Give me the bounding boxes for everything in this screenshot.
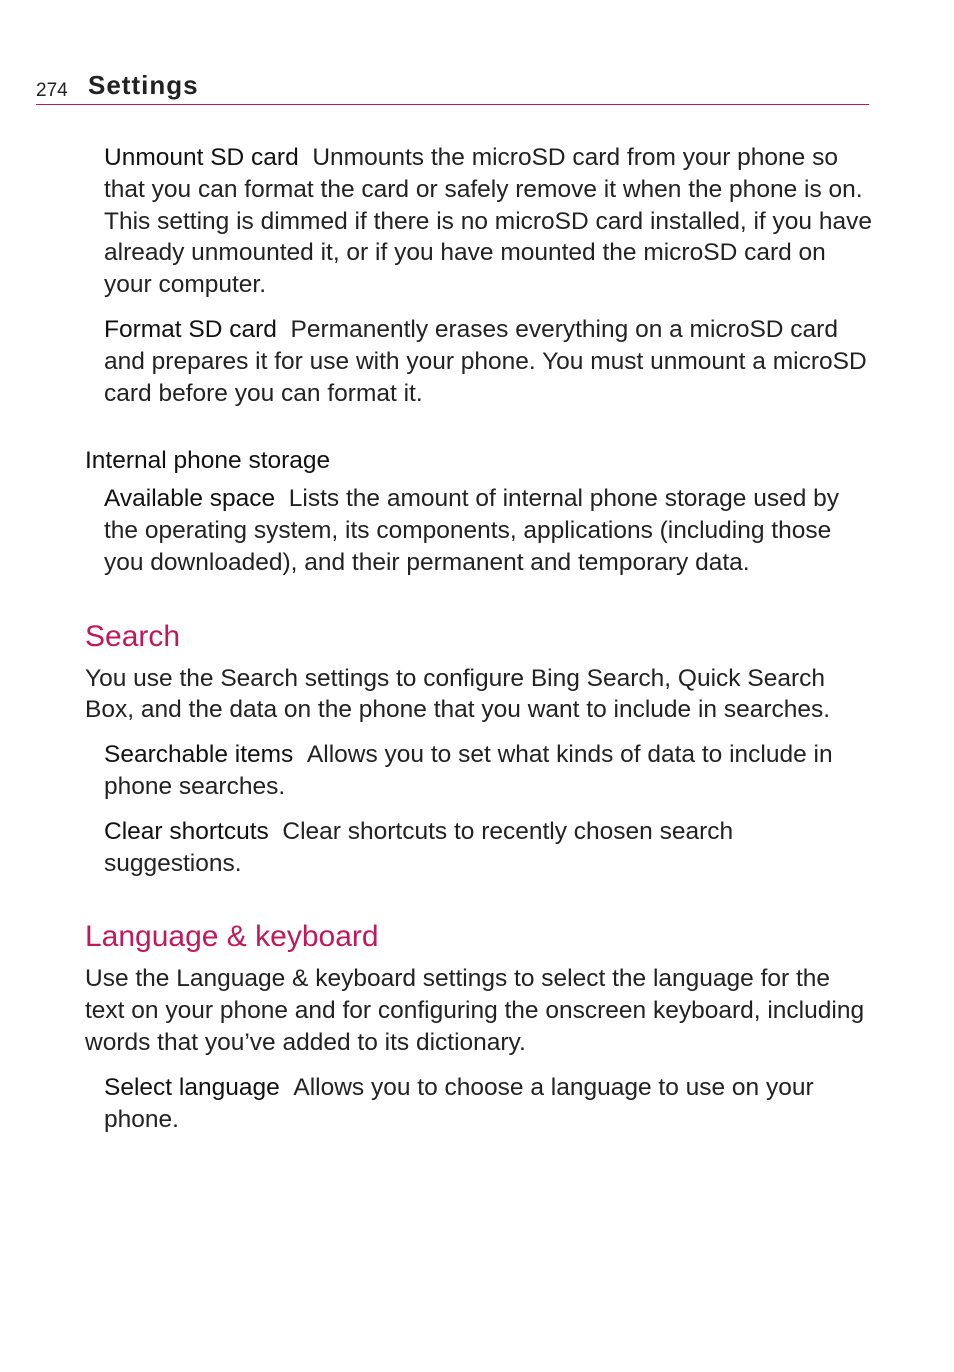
section-title-search: Search [85,619,181,653]
chapter-title: Settings [88,70,199,100]
setting-description: Clear shortcuts to recently chosen search suggestions. [104,817,734,877]
setting-description: Allows you to choose a language to use on your phone. [104,1073,814,1133]
setting-select-language [104,1072,875,1136]
setting-clear-shortcuts [104,816,875,880]
setting-term: Select language [104,1073,280,1101]
setting-description: Permanently erases everything on a microSD card and prepares it for use with your phone. You must unmount a microSD card before you can format it. [104,315,867,407]
search-intro: You use the Search settings to configure Bing Search, Quick Search Box, and the data on the phone that you want to include in searches. [85,664,831,724]
setting-searchable-items [104,739,875,803]
page-number: 274 [36,80,68,101]
page-header [36,68,869,105]
setting-available-space [104,483,875,578]
section-title-language: Language & keyboard [85,920,379,954]
setting-term: Searchable items [104,741,294,769]
setting-unmount-sd-card [104,142,875,301]
setting-format-sd-card [104,314,875,409]
setting-description: Allows you to set what kinds of data to include in phone searches. [104,741,833,800]
setting-term: Available space [104,485,276,513]
setting-term: Format SD card [104,315,277,343]
setting-description: Lists the amount of internal phone storage used by the operating system, its components, applications (including those you downloaded), and their permanent and temporary data. [104,485,840,576]
page-content [85,142,875,1148]
language-intro: Use the Language & keyboard settings to select the language for the text on your phone and for configuring the onscreen keyboard, including words that you’ve added to its dictionary. [85,965,865,1056]
setting-term: Clear shortcuts [104,817,269,845]
internal-storage-heading: Internal phone storage [85,447,331,475]
setting-description: Unmounts the microSD card from your phone so that you can format the card or safely remove it when the phone is on. This setting is dimmed if there is no microSD card installed, if you have already unmounted it, or if you have mounted the microSD card on your computer. [104,144,872,299]
setting-term: Unmount SD card [104,144,299,171]
